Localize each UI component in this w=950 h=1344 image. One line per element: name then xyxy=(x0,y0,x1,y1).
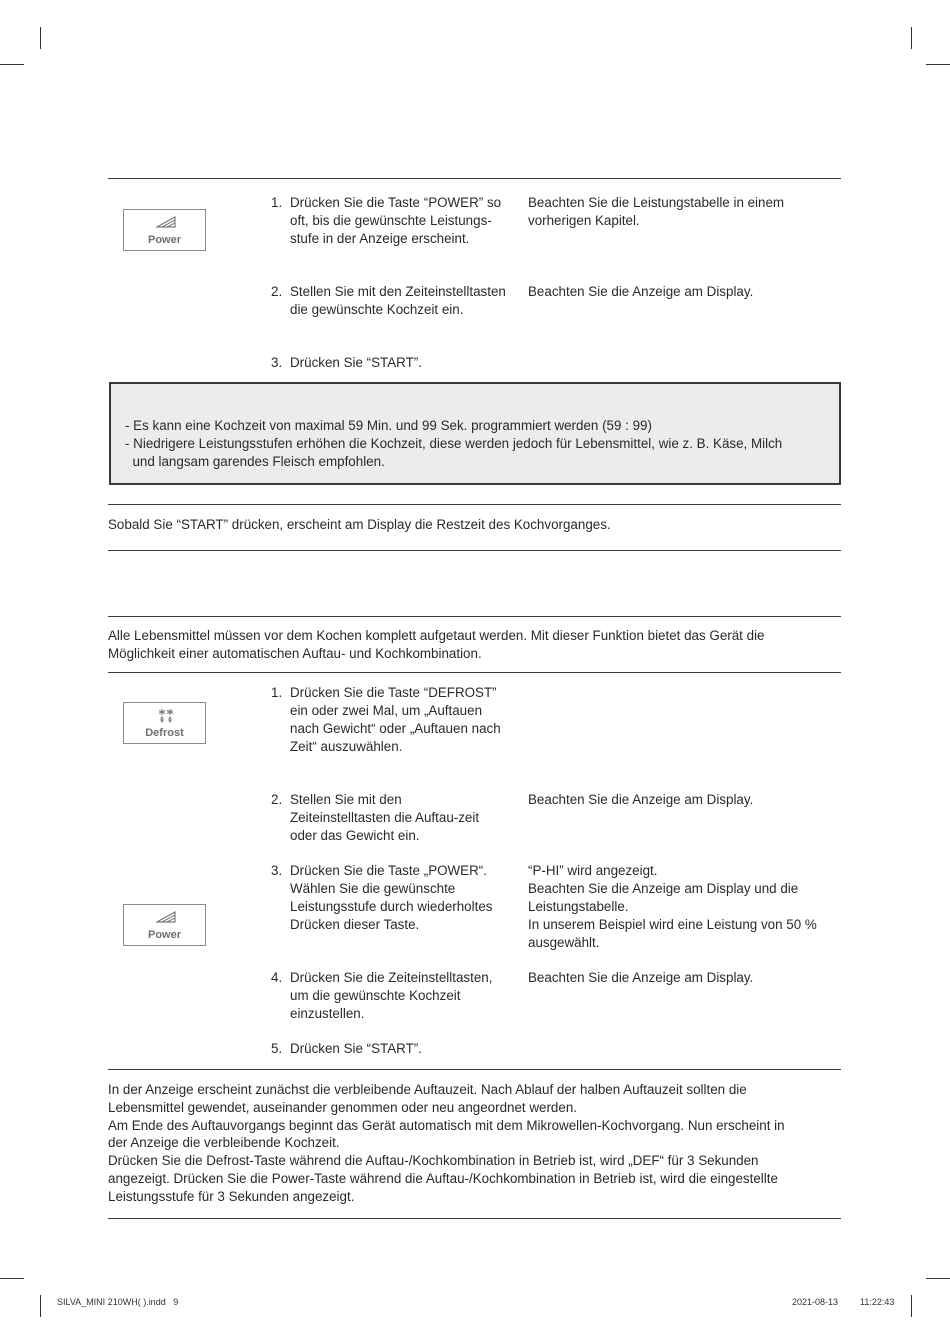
crop-mark xyxy=(911,27,912,49)
step-text: Drücken Sie die Zeiteinstelltasten, um die gewünschte Kochzeit einzustellen. xyxy=(290,970,493,1021)
closing-line: Leistungsstufe für 3 Sekunden angezeigt. xyxy=(108,1189,355,1204)
defrost-key xyxy=(123,702,206,744)
closing-line: In der Anzeige erscheint zunächst die verbleibende Auftauzeit. Nach Ablauf der halben Auftauzeit sollten die xyxy=(108,1082,747,1097)
power-key-label: Power xyxy=(147,929,181,941)
section-rule xyxy=(108,672,841,673)
power-key-label: Power xyxy=(147,234,181,246)
defrost-key-label: Defrost xyxy=(145,727,184,739)
section-rule xyxy=(108,504,841,505)
step-note-line: In unserem Beispiel wird eine Leistung von 50 % ausgewählt. xyxy=(528,917,817,950)
step-text: Drücken Sie die Taste “DEFROST” ein oder zwei Mal, um „Auftauen nach Gewicht“ oder „Auftauen nach Zeit“ auszuwählen. xyxy=(290,685,501,754)
intro-line: Möglichkeit einer automatischen Auftau- und Kochkombination. xyxy=(108,646,482,661)
section-rule xyxy=(108,1069,841,1070)
section-rule xyxy=(108,1218,841,1219)
step-item xyxy=(271,1040,511,1058)
step-number: 1. xyxy=(271,195,283,210)
power-level-icon xyxy=(156,216,176,228)
info-bullet: und langsam garendes Fleisch empfohlen. xyxy=(125,454,385,469)
snowflake-drops-icon xyxy=(156,708,176,724)
step-text: Drücken Sie die Taste „POWER“. Wählen Sie die gewünschte Leistungsstufe durch wiederholtes Drücken dieser Taste. xyxy=(290,863,493,932)
step-note-line: “P-HI” wird angezeigt. xyxy=(528,863,658,878)
closing-line: der Anzeige die verbleibende Kochzeit. xyxy=(108,1135,340,1150)
power-key xyxy=(123,904,206,946)
step-number: 4. xyxy=(271,970,283,985)
closing-line: angezeigt. Drücken Sie die Power-Taste während die Auftau-/Kochkombination in Betrieb ist, wird die eingestellte xyxy=(108,1171,778,1186)
crop-mark xyxy=(926,1278,950,1279)
section-rule xyxy=(108,550,841,551)
step-text: Drücken Sie die Taste “POWER” so oft, bis die gewünschte Leistungs-stufe in der Anzeige erscheint. xyxy=(290,195,502,246)
step-item xyxy=(271,283,511,319)
step-text: Drücken Sie “START”. xyxy=(290,355,422,370)
step-number: 2. xyxy=(271,792,283,807)
step-note: Beachten Sie die Anzeige am Display. xyxy=(528,284,754,299)
step-item xyxy=(271,354,511,372)
closing-line: Lebensmittel gewendet, auseinander genommen oder neu angeordnet werden. xyxy=(108,1100,577,1115)
intro-line: Alle Lebensmittel müssen vor dem Kochen komplett aufgetaut werden. Mit dieser Funktion bietet das Gerät die xyxy=(108,628,765,643)
step-item xyxy=(271,862,507,934)
crop-mark xyxy=(0,64,24,65)
step-note xyxy=(528,862,840,952)
step-number: 3. xyxy=(271,355,283,370)
step-note-line: Beachten Sie die Anzeige am Display und die Leistungstabelle. xyxy=(528,881,799,914)
step-note: Beachten Sie die Anzeige am Display. xyxy=(528,970,754,985)
step-number: 2. xyxy=(271,284,283,299)
step-text: Drücken Sie “START”. xyxy=(290,1041,422,1056)
crop-mark xyxy=(0,1278,24,1279)
section-rule xyxy=(108,178,841,179)
step-note: Beachten Sie die Leistungstabelle in einem vorherigen Kapitel. xyxy=(528,195,785,228)
step-item xyxy=(271,791,503,845)
step-number: 5. xyxy=(271,1041,283,1056)
step-text: Stellen Sie mit den Zeiteinstelltasten die gewünschte Kochzeit ein. xyxy=(290,284,506,317)
info-bullet: - Es kann eine Kochzeit von maximal 59 Min. und 99 Sek. programmiert werden (59 : 99) xyxy=(125,418,652,433)
footer-filename: SILVA_MINI 210WH( ).indd 9 xyxy=(57,1297,179,1307)
info-bullet: - Niedrigere Leistungsstufen erhöhen die Kochzeit, diese werden jedoch für Lebensmittel, wie z. B. Käse, Milch xyxy=(125,436,783,451)
footer-date: 2021-08-13 xyxy=(792,1297,839,1307)
crop-mark xyxy=(911,1295,912,1317)
info-box xyxy=(109,382,841,485)
step-number: 3. xyxy=(271,863,283,878)
restzeit-text: Sobald Sie “START” drücken, erscheint am Display die Restzeit des Kochvorganges. xyxy=(108,517,611,532)
power-key xyxy=(123,209,206,251)
power-level-icon xyxy=(156,911,176,923)
closing-line: Drücken Sie die Defrost-Taste während die Auftau-/Kochkombination in Betrieb ist, wird „DEF“ für 3 Sekunden xyxy=(108,1153,759,1168)
crop-mark xyxy=(40,27,41,49)
step-item xyxy=(271,194,511,248)
step-text: Stellen Sie mit den Zeiteinstelltasten die Auftau-zeit oder das Gewicht ein. xyxy=(290,792,480,843)
step-item xyxy=(271,684,507,756)
section-rule xyxy=(108,616,841,617)
closing-line: Am Ende des Auftauvorgangs beginnt das Gerät automatisch mit dem Mikrowellen-Kochvorgang. Nun erscheint in xyxy=(108,1118,785,1133)
crop-mark xyxy=(926,64,950,65)
step-number: 1. xyxy=(271,685,283,700)
crop-mark xyxy=(40,1295,41,1317)
step-item xyxy=(271,969,507,1023)
step-note: Beachten Sie die Anzeige am Display. xyxy=(528,792,754,807)
footer-time: 11:22:43 xyxy=(860,1297,895,1307)
